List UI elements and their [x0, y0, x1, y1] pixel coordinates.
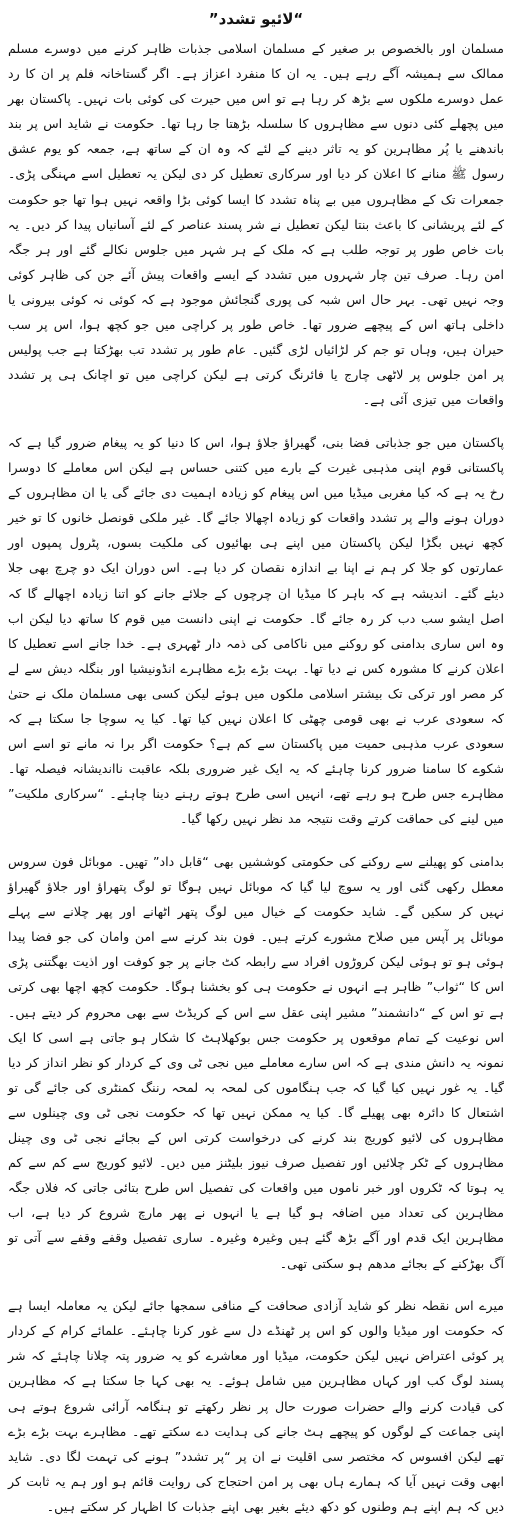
paragraph: پاکستان میں جو جذباتی فضا بنی، گھیراؤ جلاؤ ہوا، اس کا دنیا کو یہ پیغام ضرور گیا ہے کہ پاکستانی قوم اپنی مذہبی غیرت کے بارے میں کتنی حساس ہے لیکن اس معاملے کا دوسرا رخ یہ ہے کہ کیا مغربی میڈیا میں اس پیغام کو زیادہ اہمیت دی جائے گی یا ان مظاہروں کے دوران ہونے والے پر تشدد واقعات کو زیادہ اچھالا جائے گا۔ غیر ملکی قونصل خانوں کا تو خیر کچھ نہیں بگڑا لیکن پاکستان میں اپنے ہی بھائیوں کی ملکیت بسوں، پٹرول پمپوں اور عمارتوں کو جلا کر ہم نے اپنا بے اندازہ نقصان کر دیا ہے۔ اس دوران ایک دو چرچ بھی جلا دیئے گئے۔ اندیشہ ہے کہ باہر کا میڈیا ان چرچوں کے جلائے جانے کو اتنا زیادہ اچھالے گا کہ اصل ایشو سب دب کر رہ جائے گا۔ حکومت نے اپنی دانست میں قوم کا ساتھ دیا لیکن اب وہ اس ساری بدامنی کو روکنے میں ناکامی کی ذمہ دار ٹھہری ہے۔ خدا جانے اسے تعطیل کا اعلان کرنے کا مشورہ کس نے دیا تھا۔ بہت بڑے بڑے مظاہرے انڈونیشیا اور بنگلہ دیش سے لے کر مصر اور ترکی تک بیشتر اسلامی ملکوں میں ہوئے لیکن کسی بھی مسلمان ملک نے حتیٰ کہ سعودی عرب نے بھی قومی چھٹی کا اعلان نہیں کیا تھا۔ کیا یہ سوچا جا سکتا ہے کہ سعودی عرب مذہبی حمیت میں پاکستان سے کم ہے؟ حکومت اگر برا نہ مانے تو اسے اس شکوے کا سامنا ضرور کرنا چاہئے کہ یہ ایک غیر ضروری بلکہ عاقبت نااندیشانہ فیصلہ تھا۔ مظاہرے جس طرح ہو رہے تھے، انہیں اسی طرح ہوتے رہنے دینا چاہئے۔ “سرکاری ملکیت” میں لینے کی حماقت کرتے وقت نتیجہ مد نظر نہیں رکھا گیا۔ — [8, 434, 504, 827]
article-title: “لائیو تشدد” — [208, 10, 304, 28]
paragraph: بدامنی کو پھیلنے سے روکنے کی حکومتی کوششیں بھی “قابل داد” تھیں۔ موبائل فون سروس معطل رکھی گئی اور یہ سوچ لیا گیا کہ موبائل نہیں ہوگا تو لوگ پتھراؤ اور جلاؤ گھیراؤ نہیں کر سکیں گے۔ شاید حکومت کے خیال میں لوگ پتھر اٹھانے اور پھر چلانے سے پہلے موبائل پر آپس میں صلاح مشورے کرتے ہیں۔ فون بند کرنے سے امن وامان کی جو فضا پیدا ہوئی ہو تو ہوئی لیکن کروڑوں افراد سے رابطہ کٹ جانے پر جو کوفت اور اذیت بھگتنی پڑی اس کا “ثواب” ظاہر ہے انہوں نے حکومت ہی کو بخشنا ہوگا۔ حکومت کچھ اچھا بھی کرتی ہے تو اس کے “دانشمند” مشیر اپنی عقل سے اس کے کریڈٹ سے بھی محروم کر دیتے ہیں۔ اس نوعیت کے تمام موقعوں پر حکومت جس بوکھلاہٹ کا شکار ہو جاتی ہے اسی کا ایک نمونہ یہ دانش مندی ہے کہ اس سارے معاملے میں نجی ٹی وی کے کردار کو نظر انداز کر دیا گیا۔ یہ غور نہیں کیا گیا کہ جب ہنگاموں کی لمحہ بہ لمحہ رننگ کمنٹری کی جائے گی تو اشتعال کا دائرہ بھی پھیلے گا۔ کیا یہ ممکن نہیں تھا کہ حکومت نجی ٹی وی چینلوں سے مظاہروں کی لائیو کوریج بند کرنے کی درخواست کرتی اس کے بجائے نجی ٹی وی چینل مظاہروں کے ٹکر چلائیں اور تفصیل صرف نیوز بلیٹنز میں دیں۔ لائیو کوریج سے کم سے کم یہ ہوتا کہ ٹکروں اور خبر ناموں میں واقعات کی تفصیل اس طرح بتائی جاتی کہ فلاں جگہ مظاہرین کی تعداد میں اضافہ ہو گیا ہے یا انہوں نے پھر مارچ شروع کر دیا ہے، اب مظاہرین ایک قدم اور آگے بڑھ گئے ہیں وغیرہ وغیرہ۔ ساری تفصیل وقفے وقفے سے آتی تو آگ بھڑکنے کے بجائے مدھم ہو سکتی تھی۔ — [8, 854, 504, 1271]
paragraph: مسلمان اور بالخصوص بر صغیر کے مسلمان اسلامی جذبات ظاہر کرنے میں دوسرے مسلم ممالک سے ہمیشہ آگے رہے ہیں۔ یہ ان کا منفرد اعزاز ہے۔ اگر گستاخانہ فلم پر ان کا رد عمل دوسرے ملکوں سے بڑھ کر رہا ہے تو اس میں حیرت کی کوئی بات نہیں۔ پاکستان بھر میں پچھلے کئی دنوں سے مظاہروں کا سلسلہ بڑھتا جا رہا تھا۔ حکومت نے شاید اس پر بند باندھنے یا پُر مظاہرین کو یہ تاثر دینے کے لئے کہ وہ ان کے ساتھ ہے، جمعہ کو یوم عشق رسول ﷺ منانے کا اعلان کر دیا اور سرکاری تعطیل کر دی لیکن یہ تعطیل اسے مہنگی پڑی۔ جمعرات تک کے مظاہروں میں بے پناہ تشدد کا ایسا کوئی بڑا واقعہ نہیں ہوا تھا جو حکومت کے لئے پریشانی کا باعث بنتا لیکن تعطیل نے شر پسند عناصر کے لئے آسانیاں پیدا کر دیں۔ یہ بات خاص طور پر توجہ طلب ہے کہ ملک کے ہر شہر میں جلوس نکالے گئے اور ہر جگہ امن رہا۔ صرف تین چار شہروں میں تشدد کے ایسے واقعات پیش آئے جن کی ظاہر کوئی وجہ نہیں تھی۔ بہر حال اس شبہ کی پوری گنجائش موجود ہے کہ کوئی نہ کوئی بیرونی یا داخلی ہاتھ اس کے پیچھے ضرور تھا۔ خاص طور پر کراچی میں جو کچھ ہوا، اس پر سب حیران ہیں، وہاں تو جم کر لڑائیاں لڑی گئیں۔ عام طور پر تشدد تب بھڑکتا ہے جب پولیس پر امن جلوس پر لاٹھی چارج یا فائرنگ کرتی ہے لیکن کراچی میں تو اچانک ہی پر تشدد واقعات میں تیزی آئی ہے۔ — [8, 41, 504, 408]
article-body — [8, 36, 504, 1519]
paragraph: میرے اس نقطہ نظر کو شاید آزادی صحافت کے منافی سمجھا جائے لیکن یہ معاملہ ایسا ہے کہ حکومت اور میڈیا والوں کو اس پر ٹھنڈے دل سے غور کرنا چاہئے۔ علمائے کرام کے کردار پر کوئی اعتراض نہیں لیکن حکومت، میڈیا اور معاشرے کو یہ ضرور پتہ چلانا چاہئے کہ شر پسند لوگ کب اور کہاں مظاہرین میں شامل ہوئے۔ یہ بھی کہا جا سکتا ہے کہ مظاہرین کی قیادت کرنے والے حضرات صورت حال پر نظر رکھتے تو ہنگامہ آرائی شروع ہوتے ہی اپنی جماعت کے لوگوں کو پیچھے ہٹ جانے کی ہدایت دے سکتے تھے۔ مظاہرے بہت بڑے بڑے تھے لیکن افسوس کہ مختصر سی اقلیت نے ان پر “پر تشدد” ہونے کی تہمت لگا دی۔ شاید ابھی وقت نہیں آیا کہ ہمارے ہاں بھی پر امن احتجاج کی روایت قائم ہو اور ہم یہ ثابت کر دیں کہ ہم اپنے ہم وطنوں کو دکھ دیئے بغیر بھی اپنے جذبات کا اظہار کر سکتے ہیں۔ — [8, 1298, 504, 1514]
